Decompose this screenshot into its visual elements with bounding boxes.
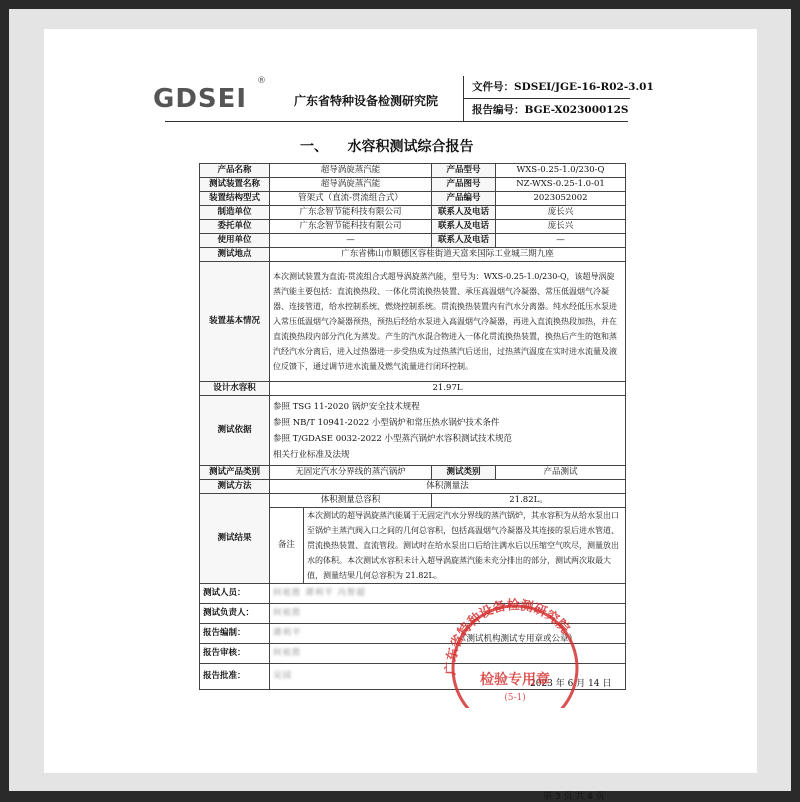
table-row: 测试地点 广东省佛山市顺德区容桂街道天富来国际工业城三期九座 (200, 248, 626, 262)
registered-mark: ® (257, 76, 266, 86)
header-divider (165, 121, 628, 122)
file-number: 文件号：SDSEI/JGE-16-R02-3.01 (472, 81, 654, 93)
logo-text: GDSEI (153, 84, 248, 114)
stamp-note: （测试机构测试专用章或公章） (458, 634, 578, 644)
table-row: 测试依据 参照 TSG 11-2020 锅炉安全技术规程 参照 NB/T 10941-2022 小型锅炉和常压热水锅炉技术条件 参照 T/GDASE 0032-2022 小型蒸汽锅炉水容积测试技术规范 相关行业标准及法规 (200, 396, 626, 466)
table-row: 装置基本情况 本次测试装置为直流-贯流组合式超导涡旋蒸汽能，型号为：WXS-0.25-1.0/230-Q，该超导涡旋蒸汽能主要包括：直流换热段、一体化贯流换热装置、承压高温烟气冷凝器、常压低温烟气冷凝器、连接管道，给水控制系统、燃烧控制系统。贯流换热装置内有汽水分离器。纯水经低压水泵进入常压低温烟气冷凝器预热，预热后经给水泵进入高温烟气冷凝器，再进入直流换热段加热，并在直流换热段内部分汽化为蒸发。产生的汽水混合物进入一体化贯流换热装置，换热后产生的饱和蒸汽经汽水分离后，进入过热器进一步受热成为过热蒸汽后送出，过热蒸汽温度在实时进水流量及液位反馈下，通过调节进水流量及燃气流量进行闭环控制。 (200, 262, 626, 382)
signature-row: 报告编制： 谭利平 (200, 624, 626, 644)
page-number: 第 3 页 共 4 页 (543, 792, 605, 802)
seal-arc-text: 广东省特种设备检测研究院 (443, 598, 573, 675)
table-row: 制造单位 广东念智节能科技有限公司 联系人及电话 庞长兴 (200, 206, 626, 220)
seal-code: (5-1) (504, 693, 526, 703)
signature-row: 报告批准： 吴国 (200, 664, 626, 690)
list-item: 参照 TSG 11-2020 锅炉安全技术规程 (273, 401, 420, 412)
table-row: 测试装置名称 超导涡旋蒸汽能 产品图号 NZ-WXS-0.25-1.0-01 (200, 178, 626, 192)
table-row: 委托单位 广东念智节能科技有限公司 联系人及电话 庞长兴 (200, 220, 626, 234)
table-row: 备注 本次测试的超导涡旋蒸汽能属于无固定汽水分界线的蒸汽锅炉，其水容积为从给水泵出口至锅炉主蒸汽阀入口之间的几何总容积，包括高温烟气冷凝器及其连接的泵后进水管道、贯流换热装置、直流管段。测试时在给水泵出口后给注满水后以压缩空气吹尽，测量放出水的体积。本次测试水容积未计入超导涡旋蒸汽能未充分排出的部分，测试两次取最大值，测量结果几何总容积为 21.82L。 (200, 508, 626, 584)
signature-row: 报告审核： 何祖胜 (200, 644, 626, 664)
list-item: 参照 T/GDASE 0032-2022 小型蒸汽锅炉水容积测试技术规范 (273, 433, 513, 444)
table-row: 装置结构型式 管架式（直流-贯流组合式） 产品编号 2023052002 (200, 192, 626, 206)
seal-center-text: 检验专用章 (480, 672, 550, 688)
list-item: 相关行业标准及法规 (273, 449, 350, 460)
list-item: 参照 NB/T 10941-2022 小型锅炉和常压热水锅炉技术条件 (273, 417, 500, 428)
table-row: 产品名称 超导涡旋蒸汽能 产品型号 WXS-0.25-1.0/230-Q (200, 164, 626, 178)
table-row: 测试方法 体积测量法 (200, 480, 626, 494)
report-title: 一、 水容积测试综合报告 (300, 139, 474, 155)
signature-row: 测试负责人： 何祖胜 (200, 604, 626, 624)
standards-list (270, 396, 626, 466)
institute-name: 广东省特种设备检测研究院 (294, 94, 439, 108)
report-table (199, 163, 626, 690)
signature-row: 测试人员： 何祖胜 谭利平 冯智超 (200, 584, 626, 604)
table-row: 设计水容积 21.97L (200, 382, 626, 396)
table-row: 测试结果 体积测量总容积 21.82L。 (200, 494, 626, 508)
report-number: 报告编号：BGE-X02300012S (464, 98, 630, 121)
table-row: 使用单位 — 联系人及电话 — (200, 234, 626, 248)
document-info-box (463, 76, 654, 121)
institute-logo (153, 72, 265, 124)
table-row: 测试产品类别 无固定汽水分界线的蒸汽锅炉 测试类别 产品测试 (200, 466, 626, 480)
report-date: 2023 年 6 月 14 日 (530, 679, 612, 689)
